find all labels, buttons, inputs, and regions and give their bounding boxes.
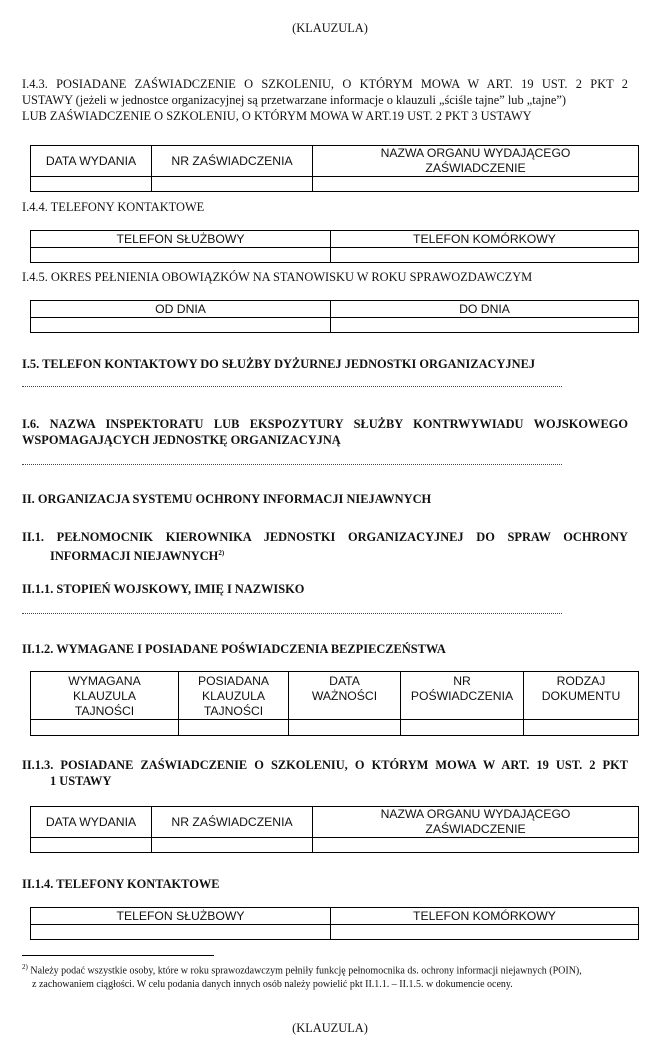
table-header-row	[31, 807, 639, 838]
date-issued-cell[interactable]	[31, 838, 152, 853]
certificate-number-cell[interactable]	[152, 177, 313, 192]
table-input-row	[31, 318, 639, 333]
table-header-row	[31, 301, 639, 318]
col-held-clause	[179, 672, 289, 720]
required-clause-cell[interactable]	[31, 720, 179, 736]
section-ii-1-3-line1: II.1.3. POSIADANE ZAŚWIADCZENIE O SZKOLENIU, O KTÓRYM MOWA W ART. 19 UST. 2 PKT	[22, 758, 628, 772]
training-certificate-table-1	[30, 145, 639, 192]
col-office-phone: TELEFON SŁUŻBOWY	[31, 908, 331, 925]
table-input-row	[31, 177, 639, 192]
issuing-authority-cell[interactable]	[313, 177, 639, 192]
mobile-phone-cell[interactable]	[331, 248, 639, 263]
table-header-row	[31, 672, 639, 720]
section-ii-heading: II. ORGANIZACJA SYSTEMU OCHRONY INFORMACJI NIEJAWNYCH	[22, 492, 432, 506]
col-date-issued: DATA WYDANIA	[31, 146, 152, 177]
header-line: RODZAJ	[556, 674, 606, 688]
footnote-text-1: Należy podać wszystkie osoby, które w roku sprawozdawczym pełniły funkcję pełnomocnika ds. ochrony informacji niejawnych (POIN),	[30, 965, 582, 977]
col-issuing-authority: NAZWA ORGANU WYDAJĄCEGO ZAŚWIADCZENIE	[313, 807, 639, 838]
section-ii-1-line1: II.1. PEŁNOMOCNIK KIEROWNIKA JEDNOSTKI ORGANIZACYJNEJ DO SPRAW OCHRONY	[22, 530, 628, 544]
col-document-type	[524, 672, 639, 720]
col-certificate-number: NR ZAŚWIADCZENIA	[152, 807, 313, 838]
rank-name-line[interactable]	[22, 613, 562, 614]
header-line: WYMAGANA	[68, 674, 141, 688]
office-phone-cell[interactable]	[31, 925, 331, 940]
header-line: WAŻNOŚCI	[311, 689, 378, 703]
section-i-4-4-heading: I.4.4. TELEFONY KONTAKTOWE	[22, 200, 205, 214]
section-i-6-line1: I.6. NAZWA INSPEKTORATU LUB EKSPOZYTURY SŁUŻBY KONTRWYWIADU WOJSKOWEGO	[22, 417, 628, 431]
section-i-4-3-line1: I.4.3. POSIADANE ZAŚWIADCZENIE O SZKOLENIU, O KTÓRYM MOWA W ART. 19 UST. 2 PKT 2	[22, 77, 628, 91]
counterintelligence-unit-line[interactable]	[22, 464, 562, 465]
header-line: KLAUZULA	[73, 689, 136, 703]
table-input-row	[31, 248, 639, 263]
duty-service-phone-line[interactable]	[22, 386, 562, 387]
clearance-number-cell[interactable]	[401, 720, 524, 736]
section-ii-1-line2	[22, 545, 628, 564]
validity-date-cell[interactable]	[289, 720, 401, 736]
table-input-row	[31, 720, 639, 736]
duty-period-table	[30, 300, 639, 333]
header-line: TAJNOŚCI	[74, 704, 135, 718]
from-date-cell[interactable]	[31, 318, 331, 333]
col-issuing-authority: NAZWA ORGANU WYDAJĄCEGO ZAŚWIADCZENIE	[313, 146, 639, 177]
section-i-4-3-line2: USTAWY (jeżeli w jednostce organizacyjnej są przetwarzane informacje o klauzuli „ściśle tajne” lub „tajne”)	[22, 93, 566, 107]
table-input-row	[31, 925, 639, 940]
section-ii-1-heading	[22, 529, 628, 564]
section-i-4-3-heading	[22, 76, 628, 124]
col-office-phone: TELEFON SŁUŻBOWY	[31, 231, 331, 248]
col-clearance-number	[401, 672, 524, 720]
section-ii-1-line2-text: INFORMACJI NIEJAWNYCH	[50, 549, 219, 564]
section-ii-1-3-heading	[22, 757, 628, 789]
footnote-marker: 2)	[22, 963, 28, 971]
certificate-number-cell[interactable]	[152, 838, 313, 853]
table-header-row	[31, 908, 639, 925]
col-certificate-number: NR ZAŚWIADCZENIA	[152, 146, 313, 177]
contact-phones-table-2	[30, 907, 639, 940]
clause-footer: (KLAUZULA)	[292, 1021, 368, 1035]
to-date-cell[interactable]	[331, 318, 639, 333]
section-i-6-heading	[22, 416, 628, 448]
section-ii-1-2-heading: II.1.2. WYMAGANE I POSIADANE POŚWIADCZENIA BEZPIECZEŃSTWA	[22, 642, 446, 656]
col-date-issued: DATA WYDANIA	[31, 807, 152, 838]
section-i-6-line2: WSPOMAGAJĄCYCH JEDNOSTKĘ ORGANIZACYJNĄ	[22, 433, 341, 447]
header-line: DATA	[329, 674, 360, 688]
col-required-clause	[31, 672, 179, 720]
col-validity-date	[289, 672, 401, 720]
section-i-5-heading: I.5. TELEFON KONTAKTOWY DO SŁUŻBY DYŻURNEJ JEDNOSTKI ORGANIZACYJNEJ	[22, 357, 536, 371]
section-i-4-5-heading: I.4.5. OKRES PEŁNIENIA OBOWIĄZKÓW NA STANOWISKU W ROKU SPRAWOZDAWCZYM	[22, 270, 533, 284]
date-issued-cell[interactable]	[31, 177, 152, 192]
table-header-row	[31, 231, 639, 248]
office-phone-cell[interactable]	[31, 248, 331, 263]
section-i-4-3-line3: LUB ZAŚWIADCZENIE O SZKOLENIU, O KTÓRYM MOWA W ART.19 UST. 2 PKT 3 USTAWY	[22, 109, 532, 123]
section-ii-1-4-heading: II.1.4. TELEFONY KONTAKTOWE	[22, 877, 220, 891]
col-mobile-phone: TELEFON KOMÓRKOWY	[331, 908, 639, 925]
col-from-date: OD DNIA	[31, 301, 331, 318]
mobile-phone-cell[interactable]	[331, 925, 639, 940]
footnote-line1	[22, 960, 642, 978]
held-clause-cell[interactable]	[179, 720, 289, 736]
issuing-authority-cell[interactable]	[313, 838, 639, 853]
col-to-date: DO DNIA	[331, 301, 639, 318]
training-certificate-table-2	[30, 806, 639, 853]
table-input-row	[31, 838, 639, 853]
security-clearances-table	[30, 671, 639, 736]
document-type-cell[interactable]	[524, 720, 639, 736]
footnote	[22, 960, 642, 992]
header-line: NR	[453, 674, 471, 688]
table-header-row	[31, 146, 639, 177]
clause-header: (KLAUZULA)	[292, 21, 368, 35]
section-ii-1-3-line2: 1 USTAWY	[50, 774, 112, 788]
footnote-separator	[22, 955, 214, 956]
contact-phones-table-1	[30, 230, 639, 263]
footnote-ref: 2)	[218, 549, 225, 557]
header-line: POŚWIADCZENIA	[410, 689, 514, 703]
footnote-line2: z zachowaniem ciągłości. W celu podania danych innych osób należy powielić pkt II.1.1. – II.1.5. w dokumencie oceny.	[32, 979, 513, 991]
header-line: TAJNOŚCI	[203, 704, 264, 718]
header-line: POSIADANA	[197, 674, 270, 688]
col-mobile-phone: TELEFON KOMÓRKOWY	[331, 231, 639, 248]
header-line: DOKUMENTU	[541, 689, 621, 703]
header-line: KLAUZULA	[202, 689, 265, 703]
section-ii-1-1-heading: II.1.1. STOPIEŃ WOJSKOWY, IMIĘ I NAZWISKO	[22, 582, 305, 596]
